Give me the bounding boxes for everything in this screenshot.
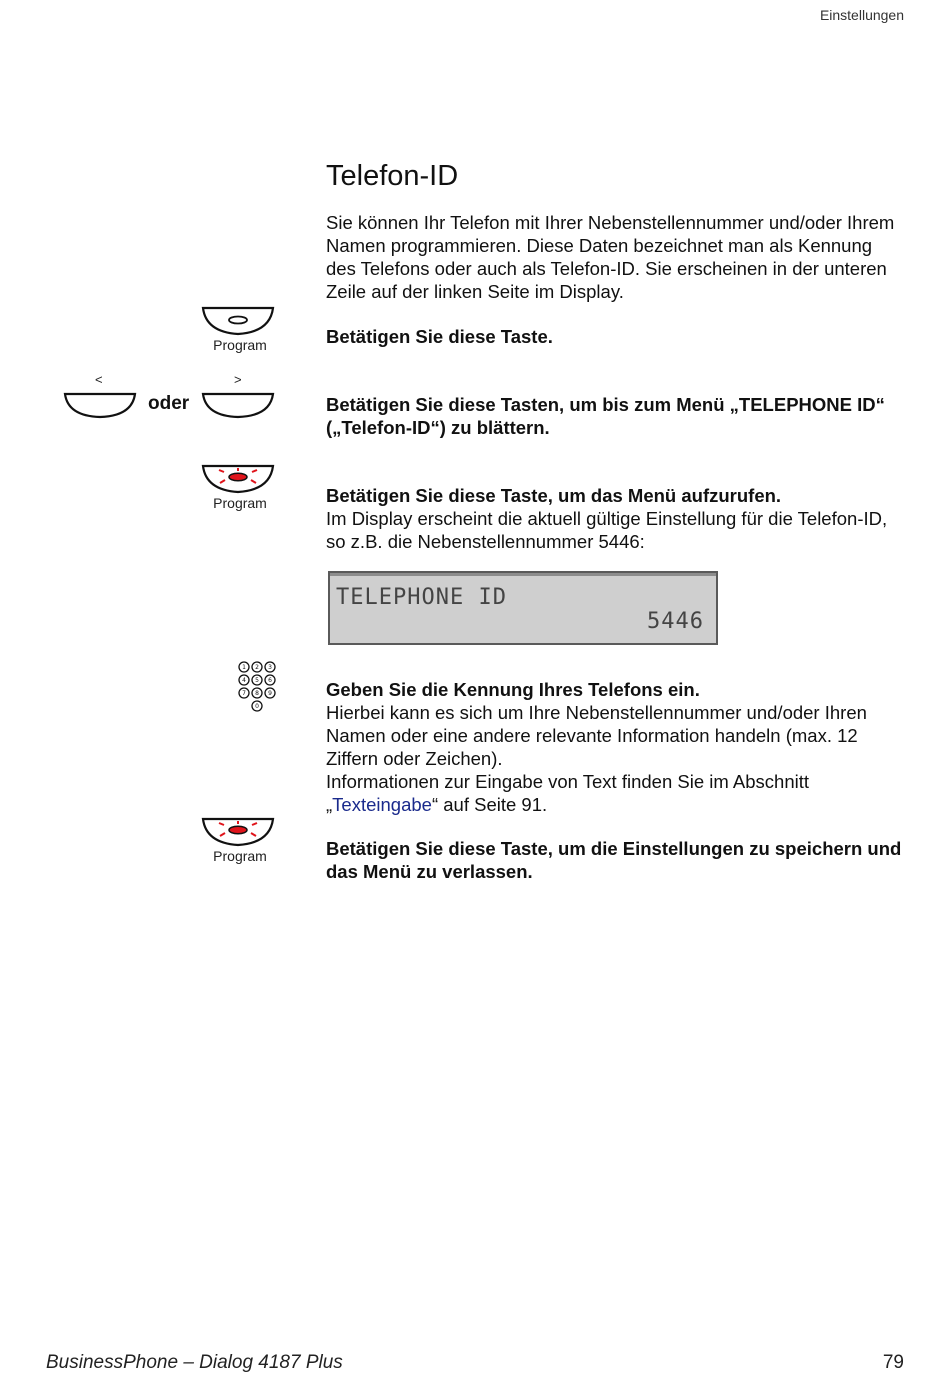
- program-key-label: Program: [213, 848, 267, 864]
- svg-text:2: 2: [255, 664, 259, 671]
- phone-display: [328, 571, 718, 645]
- svg-text:5: 5: [255, 677, 259, 684]
- svg-text:1: 1: [242, 664, 246, 671]
- page-number: 79: [882, 1352, 904, 1373]
- display-line-2: 5446: [647, 609, 704, 634]
- step-5-instruction: Betätigen Sie diese Taste, um die Einstellungen zu speichern und das Menü zu verlassen.: [326, 838, 902, 882]
- step-4-reference-post: “ auf Seite 91.: [431, 794, 548, 815]
- header-section-title: Einstellungen: [819, 7, 904, 23]
- svg-text:0: 0: [255, 703, 259, 710]
- left-scroll-key-icon: [62, 390, 138, 420]
- keypad-icon: [236, 660, 280, 716]
- left-arrow-label: <: [95, 372, 103, 387]
- program-key-label: Program: [213, 495, 267, 511]
- intro-paragraph: Sie können Ihr Telefon mit Ihrer Nebenstellennummer und/oder Ihrem Namen programmieren. Diese Daten bezeichnet man als Kennung des Telefons oder auch als Telefon-ID. Sie erscheinen in der unteren Zeile auf der linken Seite im Display.: [326, 212, 895, 302]
- svg-text:7: 7: [242, 690, 246, 697]
- texteingabe-link[interactable]: Texteingabe: [332, 794, 432, 815]
- step-3-description: Im Display erscheint die aktuell gültige Einstellung für die Telefon-ID, so z.B. die Nebenstellennummer 5446:: [326, 508, 888, 552]
- svg-text:8: 8: [255, 690, 259, 697]
- program-key-icon: [200, 304, 276, 338]
- step-4-instruction: Geben Sie die Kennung Ihres Telefons ein.: [326, 679, 700, 700]
- step-1-instruction: Betätigen Sie diese Taste.: [326, 326, 553, 347]
- step-4-reference-pre: Informationen zur Eingabe von Text finden Sie im Abschnitt „: [326, 771, 809, 815]
- step-2-instruction: Betätigen Sie diese Tasten, um bis zum Menü „TELEPHONE ID“ („Telefon-ID“) zu blättern.: [326, 394, 885, 438]
- program-key-lit-icon: [200, 815, 276, 849]
- oder-label: oder: [148, 393, 190, 414]
- step-4-description: Hierbei kann es sich um Ihre Nebenstellennummer und/oder Ihren Namen oder eine andere relevante Information handeln (max. 12 Ziffern oder Zeichen).: [326, 702, 867, 769]
- right-arrow-label: >: [234, 372, 242, 387]
- program-key-label: Program: [213, 337, 267, 353]
- svg-text:3: 3: [268, 664, 272, 671]
- step-4-block: [326, 678, 904, 816]
- footer-title: BusinessPhone – Dialog 4187 Plus: [46, 1352, 343, 1373]
- step-3-instruction: Betätigen Sie diese Taste, um das Menü aufzurufen.: [326, 485, 782, 506]
- display-line-1: TELEPHONE ID: [336, 585, 507, 610]
- page-title: Telefon-ID: [326, 160, 459, 192]
- step-4-reference: [326, 770, 904, 816]
- program-key-lit-icon: [200, 462, 276, 496]
- right-scroll-key-icon: [200, 390, 276, 420]
- svg-text:6: 6: [268, 677, 272, 684]
- svg-text:9: 9: [268, 690, 272, 697]
- step-3-block: [326, 484, 904, 553]
- svg-text:4: 4: [242, 677, 246, 684]
